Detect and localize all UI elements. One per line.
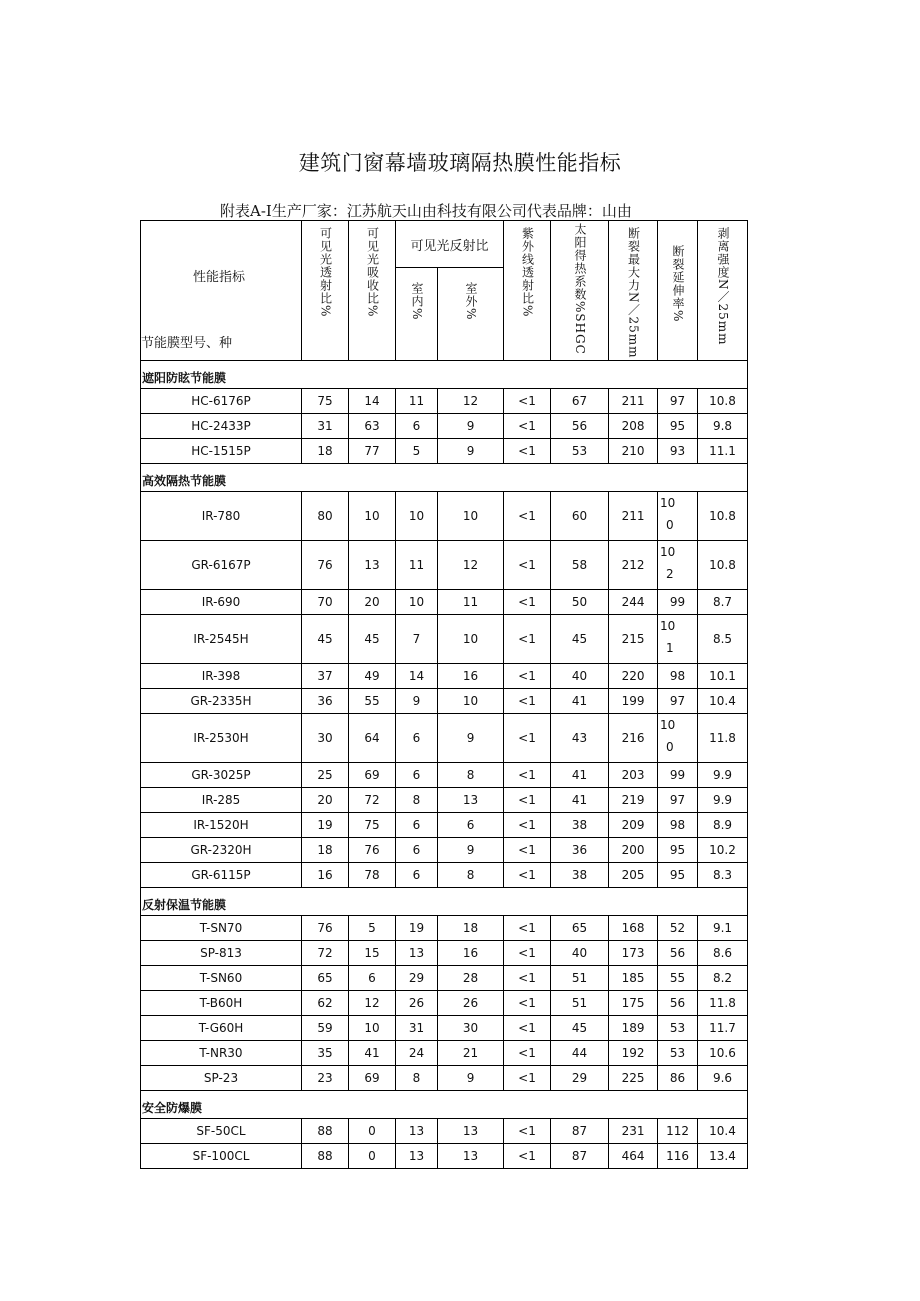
cell-uv: <1 xyxy=(504,414,551,439)
table-row xyxy=(141,916,748,941)
cell-reflect-outdoor: 8 xyxy=(438,863,504,888)
cell-visible-absorptance: 12 xyxy=(349,991,396,1016)
cell-reflect-outdoor: 9 xyxy=(438,414,504,439)
cell-model: GR-2335H xyxy=(141,689,302,714)
cell-elongation xyxy=(658,492,698,541)
cell-elongation: 116 xyxy=(658,1144,698,1169)
cell-shgc: 29 xyxy=(551,1066,609,1091)
cell-visible-transmittance: 75 xyxy=(302,389,349,414)
cell-visible-transmittance: 25 xyxy=(302,763,349,788)
table-row xyxy=(141,714,748,763)
cell-elongation: 95 xyxy=(658,863,698,888)
table-row xyxy=(141,788,748,813)
cell-elongation: 53 xyxy=(658,1041,698,1066)
table-row xyxy=(141,813,748,838)
table-row xyxy=(141,541,748,590)
cell-shgc: 65 xyxy=(551,916,609,941)
cell-peel-strength: 8.5 xyxy=(698,615,748,664)
cell-break-force: 209 xyxy=(609,813,658,838)
cell-model: IR-398 xyxy=(141,664,302,689)
cell-reflect-outdoor: 12 xyxy=(438,389,504,414)
cell-uv: <1 xyxy=(504,1041,551,1066)
cell-reflect-indoor: 10 xyxy=(396,492,438,541)
cell-reflect-indoor: 26 xyxy=(396,991,438,1016)
table-row xyxy=(141,1119,748,1144)
cell-visible-absorptance: 10 xyxy=(349,1016,396,1041)
cell-break-force: 210 xyxy=(609,439,658,464)
table-row xyxy=(141,941,748,966)
table-row xyxy=(141,492,748,541)
cell-visible-absorptance: 49 xyxy=(349,664,396,689)
cell-shgc: 44 xyxy=(551,1041,609,1066)
cell-break-force: 192 xyxy=(609,1041,658,1066)
section-title: 遮阳防眩节能膜 xyxy=(141,361,748,389)
cell-reflect-indoor: 6 xyxy=(396,813,438,838)
cell-model: IR-1520H xyxy=(141,813,302,838)
cell-peel-strength: 10.2 xyxy=(698,838,748,863)
cell-reflect-outdoor: 11 xyxy=(438,590,504,615)
cell-shgc: 87 xyxy=(551,1119,609,1144)
table-row xyxy=(141,615,748,664)
cell-reflect-indoor: 19 xyxy=(396,916,438,941)
cell-shgc: 41 xyxy=(551,689,609,714)
cell-uv: <1 xyxy=(504,1066,551,1091)
cell-model: GR-3025P xyxy=(141,763,302,788)
table-body xyxy=(141,361,748,1169)
cell-elongation: 99 xyxy=(658,590,698,615)
cell-uv: <1 xyxy=(504,1119,551,1144)
cell-peel-strength: 11.1 xyxy=(698,439,748,464)
cell-visible-absorptance: 5 xyxy=(349,916,396,941)
table-row xyxy=(141,414,748,439)
cell-peel-strength: 10.4 xyxy=(698,689,748,714)
cell-reflect-indoor: 13 xyxy=(396,1119,438,1144)
cell-peel-strength: 8.9 xyxy=(698,813,748,838)
cell-break-force: 189 xyxy=(609,1016,658,1041)
cell-reflect-indoor: 5 xyxy=(396,439,438,464)
cell-peel-strength: 9.8 xyxy=(698,414,748,439)
cell-visible-transmittance: 23 xyxy=(302,1066,349,1091)
cell-elongation xyxy=(658,615,698,664)
cell-break-force: 211 xyxy=(609,492,658,541)
cell-model: SF-100CL xyxy=(141,1144,302,1169)
cell-elongation: 95 xyxy=(658,838,698,863)
cell-uv: <1 xyxy=(504,689,551,714)
cell-reflect-outdoor: 28 xyxy=(438,966,504,991)
cell-reflect-indoor: 11 xyxy=(396,541,438,590)
cell-uv: <1 xyxy=(504,788,551,813)
cell-peel-strength: 8.3 xyxy=(698,863,748,888)
cell-reflect-outdoor: 16 xyxy=(438,941,504,966)
cell-uv: <1 xyxy=(504,1016,551,1041)
cell-reflect-outdoor: 13 xyxy=(438,1144,504,1169)
cell-shgc: 87 xyxy=(551,1144,609,1169)
cell-visible-absorptance: 72 xyxy=(349,788,396,813)
cell-reflect-outdoor: 13 xyxy=(438,788,504,813)
cell-visible-absorptance: 77 xyxy=(349,439,396,464)
cell-visible-transmittance: 76 xyxy=(302,541,349,590)
cell-elongation: 86 xyxy=(658,1066,698,1091)
cell-visible-transmittance: 31 xyxy=(302,414,349,439)
header-elongation: 断裂延伸率% xyxy=(658,221,698,361)
cell-shgc: 38 xyxy=(551,863,609,888)
cell-visible-transmittance: 72 xyxy=(302,941,349,966)
cell-model: T-B60H xyxy=(141,991,302,1016)
cell-model: IR-285 xyxy=(141,788,302,813)
cell-visible-absorptance: 45 xyxy=(349,615,396,664)
cell-uv: <1 xyxy=(504,966,551,991)
cell-uv: <1 xyxy=(504,941,551,966)
cell-shgc: 53 xyxy=(551,439,609,464)
cell-visible-absorptance: 69 xyxy=(349,763,396,788)
table-row xyxy=(141,991,748,1016)
cell-elongation: 112 xyxy=(658,1119,698,1144)
cell-shgc: 67 xyxy=(551,389,609,414)
cell-visible-transmittance: 30 xyxy=(302,714,349,763)
cell-break-force: 199 xyxy=(609,689,658,714)
cell-elongation: 97 xyxy=(658,689,698,714)
cell-shgc: 43 xyxy=(551,714,609,763)
cell-visible-transmittance: 20 xyxy=(302,788,349,813)
cell-visible-transmittance: 88 xyxy=(302,1119,349,1144)
cell-uv: <1 xyxy=(504,714,551,763)
cell-visible-absorptance: 0 xyxy=(349,1144,396,1169)
cell-model: HC-2433P xyxy=(141,414,302,439)
cell-break-force: 244 xyxy=(609,590,658,615)
cell-uv: <1 xyxy=(504,763,551,788)
table-caption: 附表A-I生产厂家：江苏航天山由科技有限公司代表品牌：山由 xyxy=(220,202,632,220)
section-header xyxy=(141,1091,748,1119)
table-row xyxy=(141,863,748,888)
cell-break-force: 205 xyxy=(609,863,658,888)
cell-break-force: 225 xyxy=(609,1066,658,1091)
cell-model: IR-690 xyxy=(141,590,302,615)
cell-reflect-outdoor: 30 xyxy=(438,1016,504,1041)
cell-reflect-outdoor: 12 xyxy=(438,541,504,590)
cell-uv: <1 xyxy=(504,813,551,838)
cell-break-force: 168 xyxy=(609,916,658,941)
cell-reflect-outdoor: 16 xyxy=(438,664,504,689)
cell-model: IR-2545H xyxy=(141,615,302,664)
elongation-wrap-line: 2 xyxy=(666,567,674,581)
elongation-wrap-line: 10 xyxy=(660,718,676,732)
cell-break-force: 216 xyxy=(609,714,658,763)
cell-peel-strength: 8.7 xyxy=(698,590,748,615)
cell-model: HC-1515P xyxy=(141,439,302,464)
cell-model: T-NR30 xyxy=(141,1041,302,1066)
cell-shgc: 45 xyxy=(551,1016,609,1041)
cell-reflect-outdoor: 10 xyxy=(438,492,504,541)
cell-peel-strength: 9.9 xyxy=(698,763,748,788)
section-title: 安全防爆膜 xyxy=(141,1091,748,1119)
cell-break-force: 203 xyxy=(609,763,658,788)
cell-shgc: 56 xyxy=(551,414,609,439)
table-header xyxy=(141,221,748,361)
cell-shgc: 36 xyxy=(551,838,609,863)
cell-visible-transmittance: 35 xyxy=(302,1041,349,1066)
cell-reflect-outdoor: 26 xyxy=(438,991,504,1016)
cell-uv: <1 xyxy=(504,389,551,414)
cell-shgc: 38 xyxy=(551,813,609,838)
cell-model: IR-780 xyxy=(141,492,302,541)
cell-peel-strength: 10.8 xyxy=(698,492,748,541)
cell-uv: <1 xyxy=(504,664,551,689)
cell-uv: <1 xyxy=(504,541,551,590)
cell-elongation xyxy=(658,714,698,763)
cell-elongation: 97 xyxy=(658,389,698,414)
elongation-wrap-line: 10 xyxy=(660,545,676,559)
cell-visible-transmittance: 18 xyxy=(302,838,349,863)
cell-visible-absorptance: 64 xyxy=(349,714,396,763)
header-shgc: 太阳得热系数%SHGC xyxy=(551,221,609,361)
cell-visible-transmittance: 59 xyxy=(302,1016,349,1041)
cell-break-force: 185 xyxy=(609,966,658,991)
header-uv-transmittance: 紫外线透射比% xyxy=(504,221,551,361)
cell-break-force: 219 xyxy=(609,788,658,813)
cell-visible-absorptance: 10 xyxy=(349,492,396,541)
cell-elongation: 93 xyxy=(658,439,698,464)
header-corner-cell xyxy=(141,221,302,361)
cell-visible-absorptance: 76 xyxy=(349,838,396,863)
cell-reflect-indoor: 6 xyxy=(396,838,438,863)
cell-peel-strength: 13.4 xyxy=(698,1144,748,1169)
table-row xyxy=(141,838,748,863)
cell-reflect-outdoor: 8 xyxy=(438,763,504,788)
header-visible-reflectance: 可见光反射比 xyxy=(396,221,504,268)
elongation-wrap-line: 10 xyxy=(660,619,676,633)
header-perf-label: 性能指标 xyxy=(193,270,246,285)
table-row xyxy=(141,1066,748,1091)
elongation-wrap-line: 0 xyxy=(666,518,674,532)
cell-reflect-indoor: 6 xyxy=(396,714,438,763)
cell-peel-strength: 9.1 xyxy=(698,916,748,941)
cell-visible-transmittance: 65 xyxy=(302,966,349,991)
cell-model: HC-6176P xyxy=(141,389,302,414)
table-row xyxy=(141,1144,748,1169)
cell-peel-strength: 10.4 xyxy=(698,1119,748,1144)
cell-visible-absorptance: 69 xyxy=(349,1066,396,1091)
cell-elongation: 98 xyxy=(658,813,698,838)
header-model-label: 节能膜型号、种 xyxy=(141,336,233,351)
cell-reflect-outdoor: 9 xyxy=(438,1066,504,1091)
cell-reflect-outdoor: 21 xyxy=(438,1041,504,1066)
cell-uv: <1 xyxy=(504,492,551,541)
cell-model: IR-2530H xyxy=(141,714,302,763)
cell-visible-transmittance: 80 xyxy=(302,492,349,541)
table-row xyxy=(141,590,748,615)
cell-break-force: 211 xyxy=(609,389,658,414)
cell-shgc: 51 xyxy=(551,991,609,1016)
header-visible-transmittance: 可见光透射比% xyxy=(302,221,349,361)
cell-shgc: 51 xyxy=(551,966,609,991)
cell-visible-transmittance: 16 xyxy=(302,863,349,888)
cell-elongation: 99 xyxy=(658,763,698,788)
cell-model: SF-50CL xyxy=(141,1119,302,1144)
cell-elongation: 56 xyxy=(658,991,698,1016)
cell-shgc: 40 xyxy=(551,941,609,966)
cell-reflect-indoor: 13 xyxy=(396,1144,438,1169)
cell-reflect-indoor: 14 xyxy=(396,664,438,689)
cell-reflect-outdoor: 10 xyxy=(438,689,504,714)
cell-shgc: 58 xyxy=(551,541,609,590)
cell-reflect-outdoor: 9 xyxy=(438,838,504,863)
cell-break-force: 212 xyxy=(609,541,658,590)
cell-break-force: 200 xyxy=(609,838,658,863)
cell-visible-absorptance: 13 xyxy=(349,541,396,590)
cell-shgc: 40 xyxy=(551,664,609,689)
cell-uv: <1 xyxy=(504,991,551,1016)
cell-visible-transmittance: 76 xyxy=(302,916,349,941)
header-reflect-indoor: 室内% xyxy=(396,268,438,361)
cell-shgc: 41 xyxy=(551,788,609,813)
cell-visible-transmittance: 37 xyxy=(302,664,349,689)
cell-reflect-indoor: 9 xyxy=(396,689,438,714)
cell-elongation: 98 xyxy=(658,664,698,689)
cell-elongation xyxy=(658,541,698,590)
cell-elongation: 55 xyxy=(658,966,698,991)
cell-break-force: 208 xyxy=(609,414,658,439)
cell-uv: <1 xyxy=(504,916,551,941)
cell-visible-absorptance: 41 xyxy=(349,1041,396,1066)
cell-model: GR-6115P xyxy=(141,863,302,888)
section-title: 反射保温节能膜 xyxy=(141,888,748,916)
cell-peel-strength: 9.9 xyxy=(698,788,748,813)
elongation-wrap-line: 10 xyxy=(660,496,676,510)
cell-visible-transmittance: 19 xyxy=(302,813,349,838)
cell-uv: <1 xyxy=(504,1144,551,1169)
cell-reflect-indoor: 8 xyxy=(396,788,438,813)
cell-reflect-outdoor: 10 xyxy=(438,615,504,664)
cell-visible-absorptance: 6 xyxy=(349,966,396,991)
cell-uv: <1 xyxy=(504,838,551,863)
section-header xyxy=(141,464,748,492)
cell-model: T-G60H xyxy=(141,1016,302,1041)
cell-break-force: 173 xyxy=(609,941,658,966)
cell-reflect-indoor: 6 xyxy=(396,414,438,439)
table-row xyxy=(141,689,748,714)
cell-visible-transmittance: 45 xyxy=(302,615,349,664)
elongation-wrap-line: 1 xyxy=(666,641,674,655)
cell-peel-strength: 10.6 xyxy=(698,1041,748,1066)
cell-shgc: 45 xyxy=(551,615,609,664)
cell-reflect-indoor: 11 xyxy=(396,389,438,414)
cell-uv: <1 xyxy=(504,863,551,888)
cell-reflect-indoor: 6 xyxy=(396,863,438,888)
cell-visible-absorptance: 15 xyxy=(349,941,396,966)
cell-reflect-outdoor: 18 xyxy=(438,916,504,941)
cell-model: GR-2320H xyxy=(141,838,302,863)
section-header xyxy=(141,361,748,389)
cell-reflect-outdoor: 13 xyxy=(438,1119,504,1144)
cell-visible-absorptance: 20 xyxy=(349,590,396,615)
cell-peel-strength: 11.7 xyxy=(698,1016,748,1041)
header-visible-absorptance: 可见光吸收比% xyxy=(349,221,396,361)
cell-model: SP-813 xyxy=(141,941,302,966)
cell-shgc: 60 xyxy=(551,492,609,541)
cell-uv: <1 xyxy=(504,439,551,464)
cell-peel-strength: 9.6 xyxy=(698,1066,748,1091)
cell-visible-transmittance: 88 xyxy=(302,1144,349,1169)
cell-reflect-indoor: 10 xyxy=(396,590,438,615)
table-row xyxy=(141,763,748,788)
cell-elongation: 95 xyxy=(658,414,698,439)
cell-elongation: 56 xyxy=(658,941,698,966)
table-row xyxy=(141,389,748,414)
cell-visible-absorptance: 78 xyxy=(349,863,396,888)
cell-elongation: 53 xyxy=(658,1016,698,1041)
table-row xyxy=(141,664,748,689)
elongation-wrap-line: 0 xyxy=(666,740,674,754)
cell-reflect-indoor: 29 xyxy=(396,966,438,991)
cell-reflect-indoor: 7 xyxy=(396,615,438,664)
table-row xyxy=(141,966,748,991)
cell-visible-absorptance: 55 xyxy=(349,689,396,714)
cell-uv: <1 xyxy=(504,615,551,664)
cell-visible-absorptance: 0 xyxy=(349,1119,396,1144)
header-peel-strength: 剥离强度N／25mm xyxy=(698,221,748,361)
cell-elongation: 97 xyxy=(658,788,698,813)
cell-visible-transmittance: 36 xyxy=(302,689,349,714)
table-row xyxy=(141,1016,748,1041)
cell-peel-strength: 10.1 xyxy=(698,664,748,689)
section-title: 高效隔热节能膜 xyxy=(141,464,748,492)
cell-model: T-SN70 xyxy=(141,916,302,941)
cell-break-force: 231 xyxy=(609,1119,658,1144)
cell-break-force: 220 xyxy=(609,664,658,689)
cell-reflect-indoor: 8 xyxy=(396,1066,438,1091)
table-row xyxy=(141,1041,748,1066)
cell-reflect-indoor: 6 xyxy=(396,763,438,788)
cell-visible-transmittance: 70 xyxy=(302,590,349,615)
cell-elongation: 52 xyxy=(658,916,698,941)
header-break-force: 断裂最大力N／25mm xyxy=(609,221,658,361)
cell-break-force: 464 xyxy=(609,1144,658,1169)
cell-peel-strength: 10.8 xyxy=(698,541,748,590)
section-header xyxy=(141,888,748,916)
cell-peel-strength: 10.8 xyxy=(698,389,748,414)
table-row xyxy=(141,439,748,464)
cell-peel-strength: 11.8 xyxy=(698,714,748,763)
cell-visible-transmittance: 18 xyxy=(302,439,349,464)
cell-reflect-indoor: 13 xyxy=(396,941,438,966)
cell-peel-strength: 11.8 xyxy=(698,991,748,1016)
cell-visible-absorptance: 14 xyxy=(349,389,396,414)
performance-table xyxy=(140,220,748,1169)
cell-visible-transmittance: 62 xyxy=(302,991,349,1016)
cell-reflect-outdoor: 6 xyxy=(438,813,504,838)
header-reflect-outdoor: 室外% xyxy=(438,268,504,361)
cell-reflect-indoor: 31 xyxy=(396,1016,438,1041)
cell-break-force: 175 xyxy=(609,991,658,1016)
cell-visible-absorptance: 75 xyxy=(349,813,396,838)
cell-peel-strength: 8.6 xyxy=(698,941,748,966)
cell-break-force: 215 xyxy=(609,615,658,664)
cell-visible-absorptance: 63 xyxy=(349,414,396,439)
cell-peel-strength: 8.2 xyxy=(698,966,748,991)
cell-model: GR-6167P xyxy=(141,541,302,590)
cell-reflect-indoor: 24 xyxy=(396,1041,438,1066)
cell-shgc: 41 xyxy=(551,763,609,788)
cell-reflect-outdoor: 9 xyxy=(438,439,504,464)
cell-shgc: 50 xyxy=(551,590,609,615)
cell-model: T-SN60 xyxy=(141,966,302,991)
cell-uv: <1 xyxy=(504,590,551,615)
page-title: 建筑门窗幕墙玻璃隔热膜性能指标 xyxy=(298,151,622,175)
cell-reflect-outdoor: 9 xyxy=(438,714,504,763)
cell-model: SP-23 xyxy=(141,1066,302,1091)
